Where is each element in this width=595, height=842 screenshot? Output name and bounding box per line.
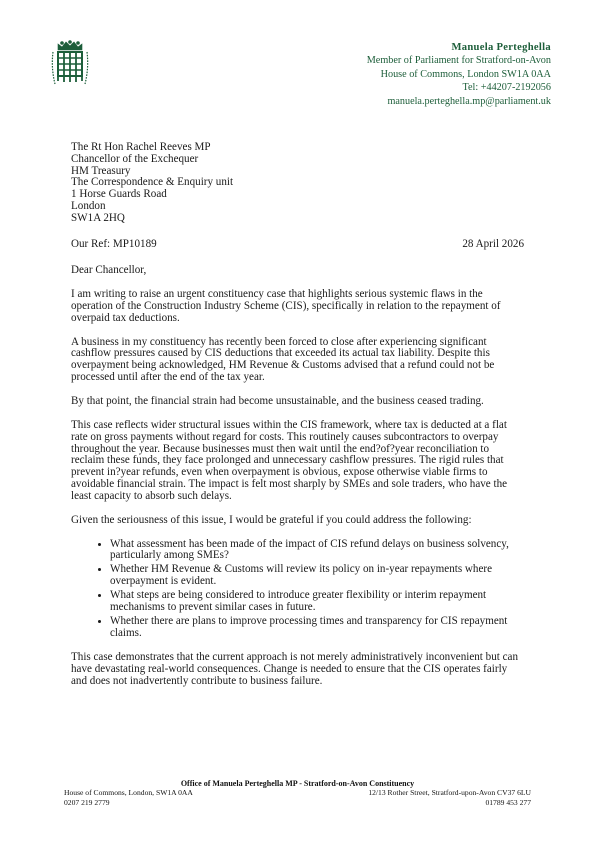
footer-left-address: House of Commons, London, SW1A 0AA xyxy=(64,788,193,798)
letter-date: 28 April 2026 xyxy=(462,238,524,250)
mp-role: Member of Parliament for Stratford-on-Avon xyxy=(366,55,551,67)
mp-telephone: Tel: +44207-2192056 xyxy=(462,82,551,94)
recipient-line: 1 Horse Guards Road xyxy=(71,188,167,201)
our-reference: Our Ref: MP10189 xyxy=(71,238,157,250)
body-paragraph: Given the seriousness of this issue, I would be grateful if you could address the following: xyxy=(71,513,472,526)
question-list-item: • Whether there are plans to improve processing times and transparency for CIS repayment claims. xyxy=(110,616,524,640)
body-paragraph: This case reflects wider structural issues within the CIS framework, where tax is deducted at a flat rate on gross payments without regard for costs. This routinely causes subcontractors to overpay throughout the year. Because businesses must then wait until the end?of?year reconciliation to reclaim these funds, they face prolonged and unnecessary cashflow pressures. The rigid rules that prevent in?year refunds, even when overpayment is obvious, expose otherwise viable firms to avoidable financial strain. The impact is felt most sharply by SMEs and sole traders, who have the least capacity to absorb such delays. xyxy=(71,418,508,502)
mp-name: Manuela Perteghella xyxy=(451,42,551,53)
question-list-item: • What assessment has been made of the impact of CIS refund delays on business solvency, particularly among SMEs? xyxy=(110,539,524,563)
body-paragraph: By that point, the financial strain had become unsustainable, and the business ceased trading. xyxy=(71,394,484,407)
recipient-line: Chancellor of the Exchequer xyxy=(71,152,199,165)
portcullis-icon xyxy=(50,40,90,88)
recipient-line: SW1A 2HQ xyxy=(71,211,125,224)
closing-paragraph: This case demonstrates that the current approach is not merely administratively inconvenient but can have devastating real-world consequences. Change is needed to ensure that the CIS operates fairly and does not inadvertently contribute to business failure. xyxy=(71,651,518,687)
letter-body xyxy=(71,289,524,700)
recipient-line: London xyxy=(71,199,106,212)
footer-right-phone: 01789 453 277 xyxy=(485,797,531,807)
recipient-line: The Correspondence & Enquiry unit xyxy=(71,176,234,189)
footer-left-phone: 0207 219 2779 xyxy=(64,797,110,807)
footer-phone-row xyxy=(64,798,531,807)
reference-line xyxy=(71,239,524,251)
footer-right-address: 12/13 Rother Street, Stratford-upon-Avon CV37 6LU xyxy=(368,788,531,798)
mp-email: manuela.perteghella.mp@parliament.uk xyxy=(387,95,551,107)
body-paragraph: I am writing to raise an urgent constituency case that highlights serious systemic flaws in the operation of the Construction Industry Scheme (CIS), specifically in relation to the repayment of overpaid tax deductions. xyxy=(71,288,501,324)
recipient-line: The Rt Hon Rachel Reeves MP xyxy=(71,141,211,153)
recipient-address xyxy=(71,142,524,225)
footer-title: Office of Manuela Perteghella MP - Stratford-on-Avon Constituency xyxy=(180,779,415,788)
office-footer xyxy=(64,779,531,807)
question-list-item: • What steps are being considered to introduce greater flexibility or interim repayment mechanisms to prevent similar cases in future. xyxy=(110,590,524,614)
recipient-line: HM Treasury xyxy=(71,164,131,177)
question-list-item: • Whether HM Revenue & Customs will review its policy on in-year repayments where overpayment is evident. xyxy=(110,564,524,588)
body-paragraph: A business in my constituency has recently been forced to close after experiencing significant cashflow pressures caused by CIS deductions that exceeded its actual tax liability. Despite this overpayment being acknowledged, HM Revenue & Customs advised that a refund could not be processed until after the end of the tax year. xyxy=(71,335,495,383)
salutation: Dear Chancellor, xyxy=(71,264,147,276)
mp-contact-block xyxy=(367,41,551,108)
mp-address: House of Commons, London SW1A 0AA xyxy=(380,68,551,80)
footer-address-row xyxy=(64,788,531,797)
question-list xyxy=(71,539,524,640)
